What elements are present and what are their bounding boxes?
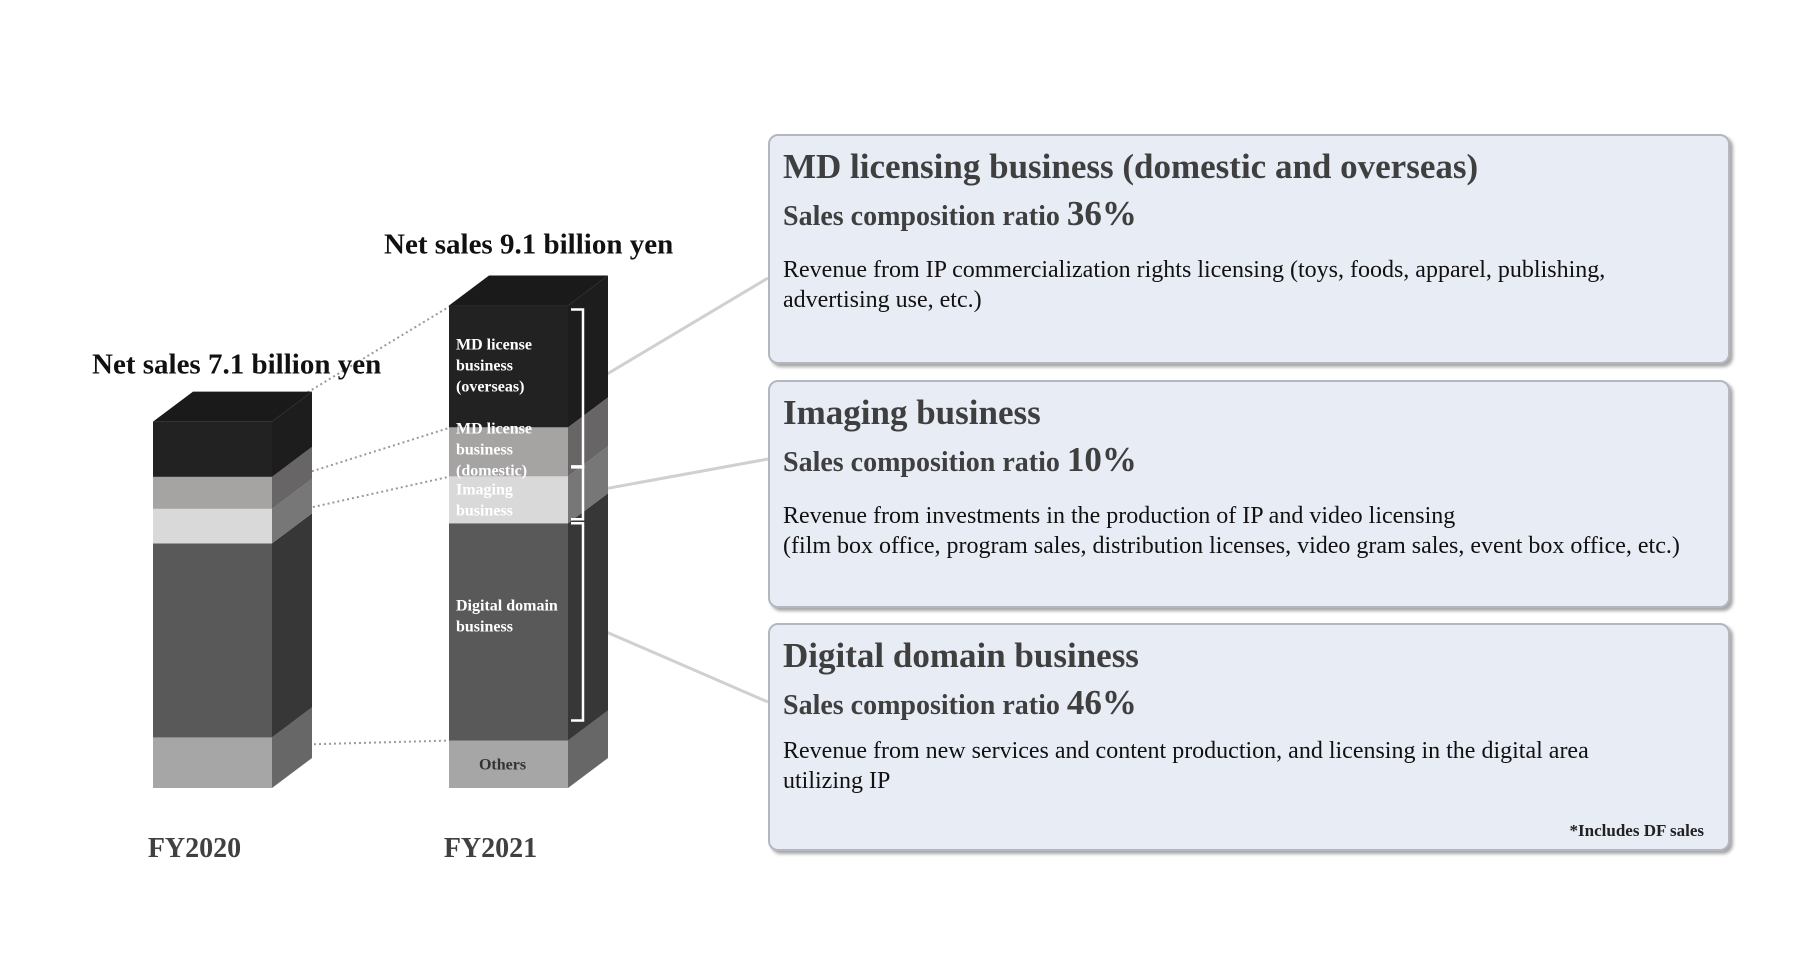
segment-label-imaging: Imaging — [456, 481, 513, 499]
segment-label-digital: business — [456, 618, 513, 636]
bar-segment-md_overseas — [153, 422, 272, 477]
segment-label-md_domestic: (domestic) — [456, 462, 528, 480]
ratio-value: 46% — [1066, 683, 1137, 722]
bar-side-digital — [568, 493, 608, 740]
bar-segment-imaging — [153, 509, 272, 544]
segment-label-md_domestic: business — [456, 441, 513, 459]
ratio-label: Sales composition ratio — [783, 201, 1060, 232]
card-connector — [583, 278, 768, 388]
bar-segment-md_domestic — [153, 477, 272, 509]
description-line: utilizing IP — [783, 768, 891, 794]
description-line: (film box office, program sales, distribution licenses, video gram sales, event box office, etc.) — [783, 533, 1680, 559]
ratio-value: 36% — [1066, 194, 1137, 233]
description-line: Revenue from investments in the production of IP and video licensing — [783, 503, 1456, 529]
description-line: Revenue from new services and content production, and licensing in the digital area — [783, 738, 1589, 764]
segment-label-md_overseas: business — [456, 357, 513, 375]
card-title: Digital domain business — [783, 636, 1139, 675]
segment-label-md_overseas: MD license — [456, 336, 532, 354]
ratio-value: 10% — [1066, 440, 1137, 479]
card-ratio — [783, 439, 1714, 481]
segment-label-md_domestic: MD license — [456, 420, 532, 438]
card-ratio — [783, 682, 1714, 724]
net-sales-label: Net sales 7.1 billion yen — [92, 348, 382, 381]
bar-segment-others — [153, 737, 272, 788]
bar-segment-digital — [153, 543, 272, 737]
digital-domain-card — [768, 623, 1730, 851]
ratio-label: Sales composition ratio — [783, 690, 1060, 721]
ratio-label: Sales composition ratio — [783, 447, 1060, 478]
category-label: FY2021 — [443, 833, 538, 864]
segment-label-digital: Digital domain — [456, 597, 558, 615]
bar-side-digital — [272, 513, 312, 737]
segment-label-md_overseas: (overseas) — [456, 378, 525, 396]
card-description — [783, 255, 1714, 315]
card-connector — [583, 622, 768, 702]
category-label: FY2020 — [147, 833, 242, 864]
card-footnote: *Includes DF sales — [1569, 821, 1704, 840]
card-title: MD licensing business (domestic and overseas) — [783, 147, 1479, 186]
card-ratio — [783, 193, 1714, 235]
card-description — [783, 501, 1714, 561]
imaging-card — [768, 380, 1730, 608]
net-sales-label: Net sales 9.1 billion yen — [384, 228, 674, 261]
card-description — [783, 736, 1714, 796]
description-line: Revenue from IP commercialization rights licensing (toys, foods, apparel, publishing, — [783, 257, 1606, 283]
card-connector — [583, 459, 768, 493]
segment-label-others: Others — [478, 756, 527, 774]
description-line: advertising use, etc.) — [783, 287, 982, 313]
card-title: Imaging business — [783, 393, 1041, 432]
md-licensing-card — [768, 134, 1730, 364]
segment-label-imaging: business — [456, 502, 513, 520]
